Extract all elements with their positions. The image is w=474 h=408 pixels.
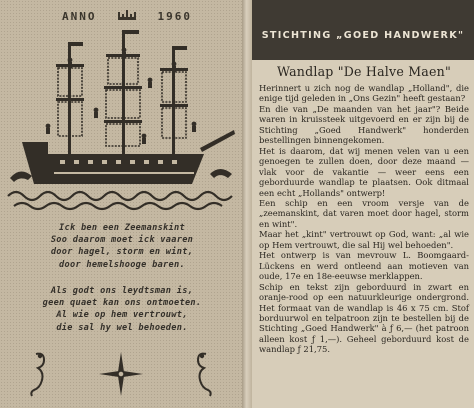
verse-line: door hagel, storm en wint, [50, 247, 194, 258]
verse-line: geen quaet kan ons ontmoeten. [42, 298, 202, 309]
verse-line: Soo daarom moet ick vaaren [50, 235, 194, 246]
verse-line: door hemelshooge baren. [59, 259, 185, 270]
verse-line: Ick ben een Zeemanskint [59, 223, 185, 233]
article-body [259, 64, 469, 355]
verse-line: die sal hy wel behoeden. [56, 322, 188, 333]
seahorse-right-icon [198, 354, 211, 396]
header-band [252, 0, 474, 60]
sampler-verse-2 [6, 285, 238, 334]
paragraph: Het ontwerp is van mevrouw L. Boomgaard-Lückens en werd ontleend aan motieven van oude, 17e en 18e-eeuwse merklappen. [259, 250, 469, 282]
paragraph: Schip en tekst zijn geborduurd in zwart en oranje-rood op een natuurkleurige ondergrond. Het formaat van de wandlap is 46 x 75 cm. Stof borduurwol en telpatroon zijn te bestellen bij de Stichting „Goed Handwerk" à ƒ 6,— (het patroon alleen kost ƒ 1,—). Geheel geborduurd kost de wandlap ƒ 21,75. [259, 281, 469, 355]
anno-year: 1960 [157, 9, 192, 23]
paragraph: En die van „De maanden van het jaar"? Beide waren in kruissteek uitgevoerd en er zijn bij de Stichting „Goed Handwerk" honderden bestellingen binnengekomen. [259, 103, 469, 146]
verse-line: Als godt ons leydtsman is, [50, 286, 194, 296]
crown-motif-icon [116, 9, 138, 23]
sampler-bottom-motifs [0, 344, 242, 406]
article-page [252, 0, 474, 408]
seahorse-left-icon [31, 354, 44, 396]
compass-rose-icon [99, 352, 143, 396]
header-title: STICHTING „GOED HANDWERK" [261, 30, 465, 41]
verse-line: Al wie op hem vertrouwt, [56, 310, 188, 321]
paragraph: Herinnert u zich nog de wandlap „Holland", die enige tijd geleden in „Ons Gezin" heeft gestaan? [259, 83, 469, 104]
sampler-verse-1 [6, 222, 238, 271]
paragraph: Het is daarom, dat wij menen velen van u een genoegen te zullen doen, door deze maand — vlak voor de vakantie — weer eens een geborduurde wandlap te plaatsen. Ook ditmaal een echt „Hollands" ontwerp! [259, 145, 469, 198]
page-gutter [242, 0, 252, 408]
anno-label: ANNO [62, 9, 97, 23]
article-title: Wandlap "De Halve Maen" [277, 64, 451, 79]
sampler-date [62, 6, 192, 26]
paragraph: Maar het „kint" vertrouwt op God, want: „al wie op Hem vertrouwt, die sal Hij wel behoeden". [259, 229, 469, 250]
paragraph: Een schip en een vroom versje van de „zeemanskint, dat varen moet door hagel, storm en wint". [259, 197, 469, 229]
ship-embroidery-icon [4, 24, 238, 214]
